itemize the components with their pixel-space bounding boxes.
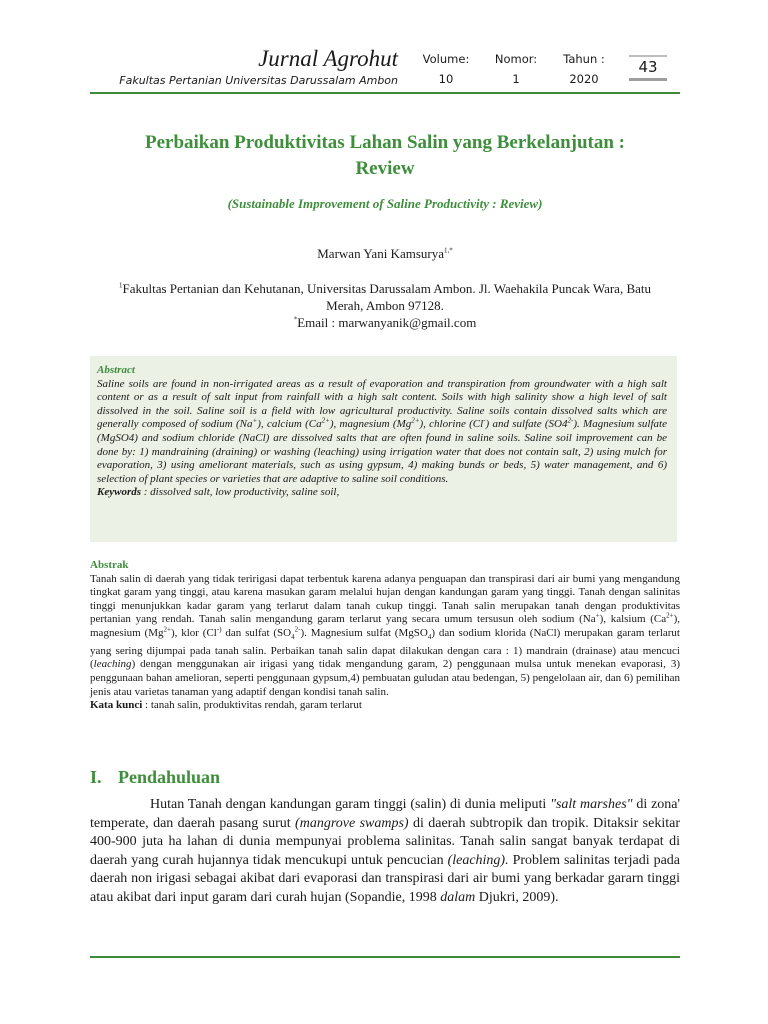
intro-italic: (mangrove swamps) <box>295 815 409 831</box>
email-superscript: * <box>293 315 298 324</box>
affiliation-line-1 <box>90 280 680 297</box>
abstrak-sub: 4 <box>291 633 295 642</box>
footer-divider <box>90 956 680 958</box>
intro-paragraph <box>90 796 680 908</box>
author-name: Marwan Yani Kamsurya <box>317 246 444 261</box>
abstrak-sup: 2+ <box>666 611 674 620</box>
abstrak-text-part: ), klor (Cl <box>170 626 217 639</box>
tahun-block <box>552 49 616 89</box>
abstrak-text-part: ), magnesium (Mg <box>90 613 680 639</box>
abstrak-text <box>90 573 680 698</box>
abstrak-section <box>90 559 680 713</box>
nomor-label: Nomor: <box>494 52 538 66</box>
keywords-label: Keywords <box>97 486 141 499</box>
abstract-sup: 2+ <box>321 416 330 425</box>
abstrak-sub: 4 <box>427 633 432 642</box>
email-text: Email : marwanyanik@gmail.com <box>297 315 477 330</box>
abstract-text-part: ) and sulfate (SO4 <box>485 418 568 431</box>
article-title <box>90 130 680 182</box>
abstrak-heading: Abstrak <box>90 559 129 571</box>
tahun-value: 2020 <box>569 72 599 86</box>
abstrak-sup: 2+ <box>163 625 171 634</box>
abstract-sup: - <box>483 416 486 425</box>
abstrak-sup: -) <box>216 625 222 634</box>
article-subtitle: (Sustainable Improvement of Saline Productivity : Review) <box>227 196 543 211</box>
abstract-text-part: ), chlorine (Cl <box>419 418 484 431</box>
affiliation-superscript: 1 <box>119 281 123 290</box>
section-title-text: Pendahuluan <box>118 767 221 787</box>
volume-value: 10 <box>438 72 454 86</box>
intro-text-part: Djukri, 2009). <box>475 889 559 905</box>
journal-name: Jurnal Agrohut <box>258 46 398 71</box>
header-divider <box>90 92 680 94</box>
abstract-heading: Abstract <box>97 364 135 376</box>
kata-kunci-text: : tanah salin, produktivitas rendah, garam terlarut <box>142 699 362 712</box>
page-number: 43 <box>629 58 667 76</box>
intro-italic: "salt marshes" <box>550 797 633 812</box>
journal-faculty: Fakultas Pertanian Universitas Darussalam Ambon <box>119 74 398 87</box>
abstract-text-part: ). Magnesium sulfate (MgSO4) and sodium chloride (NaCl) are dissolved salts that are often found in saline soils. Saline soil improvement can be done by: 1) mandraining (draining) or washing (leaching) using irrigation water that does not contain salt, 2) using mulch for evaporation, 3) using ameliorant materials, such as using gypsum, 4) making bunds or beds, 5) water management, and 6) selection of plant species or varieties that are adaptive to saline soil conditions. <box>97 418 667 485</box>
section-number: I. <box>90 767 102 787</box>
volume-block <box>417 49 475 89</box>
abstrak-sup: + <box>595 611 600 620</box>
intro-text-part: di daerah subtropik dan tropik. Ditaksir sekitar 400-900 juta ha lahan di dunia mempunyai problema salinitas. Tanah salin sangat banyak terdapat di daerah yang curah hujannya tidak mencukupi untuk pencucian <box>90 815 680 868</box>
abstract-text <box>97 378 667 485</box>
affiliation-text-1: Fakultas Pertanian dan Kehutanan, Universitas Darussalam Ambon. Jl. Waehakila Puncak Wara, Batu <box>122 281 651 296</box>
nomor-value: 1 <box>512 72 520 86</box>
abstrak-text-part: ) dan sodium klorida (NaCl) merupakan garam terlarut yang sering dijumpai pada tanah salin. Perbaikan tanah salin dapat dilakukan dengan cara : 1) mandrain (drainase) atau mencuci ( <box>90 626 680 671</box>
nomor-block <box>487 49 545 89</box>
tahun-label: Tahun : <box>563 52 605 66</box>
title-line-2: Review <box>355 158 415 179</box>
title-line-1: Perbaikan Produktivitas Lahan Salin yang Berkelanjutan : <box>144 132 626 153</box>
abstrak-italic: leaching <box>93 658 132 671</box>
kata-kunci-label: Kata kunci <box>90 699 143 712</box>
journal-header <box>90 44 680 94</box>
abstrak-sup: 2- <box>294 625 301 634</box>
abstrak-text-part: Tanah salin di daerah yang tidak teririgasi dapat terbentuk karena adanya penguapan dan transpirasi dari air bumi yang mengandung tingkat garam yang tinggi, atau karena masukan garam melalui hujan dengan kandungan garam yang tinggi. Tanah dengan salinitas tinggi menunjukkan kadar garam yang terlarut dalam tanah cukup tinggi. Tanah salin merupakan tanah dengan produktivitas pertanian yang rendah. Tanah salin mengandung garam terlarut yang secara umum tersusun oleh sodium (Na <box>90 572 680 626</box>
intro-text-part: di zona' temperate, dan daerah pasang surut <box>90 797 681 831</box>
author-line <box>90 246 680 262</box>
abstrak-text-part: ), kalsium (Ca <box>599 613 667 626</box>
volume-label: Volume: <box>422 52 470 66</box>
section-heading <box>90 767 220 788</box>
affiliation <box>90 280 680 331</box>
abstract-sup: 2- <box>567 416 574 425</box>
author-superscript: 1,* <box>443 246 453 255</box>
intro-text-part: Hutan Tanah dengan kandungan garam tinggi (salin) di dunia meliputi <box>150 797 551 812</box>
abstract-box <box>90 356 677 542</box>
abstrak-text-part: ). Magnesium sulfat (MgSO <box>300 626 428 639</box>
keywords-text: : dissolved salt, low productivity, saline soil, <box>141 486 340 499</box>
abstract-sup: + <box>252 416 258 425</box>
abstract-text-part: Saline soils are found in non-irrigated areas as a result of evaporation and transpiration from groundwater with a high salt content or as a result of salt input from rainfall with a high salt content. Soils with high salinity show a high level of salt dissolved in the soil. Saline soil is a field with low agricultural productivity. Saline soils contain dissolved salts which are generally composed of sodium (Na <box>97 377 667 431</box>
abstrak-text-part: dan sulfat (SO <box>221 626 292 639</box>
email-line <box>90 314 680 331</box>
abstract-text-part: ), calcium (Ca <box>257 418 322 431</box>
intro-italic: dalam <box>440 889 476 905</box>
abstract-text-part: ), magnesium (Mg <box>329 418 412 431</box>
abstrak-text-part: ) dengan menggunakan air irigasi yang tidak mengandung garam, 2) penggunaan mulsa untuk menekan evaporasi, 3) penggunaan bahan amelioran, seperti penggunaan gypsum,4) pembuatan guludan atau bedengan, 5) pengelolaan air, dan 6) pemilihan jenis atau varietas tanaman yang adaptif dengan kondisi tanah salin. <box>90 658 680 698</box>
abstract-sup: 2+ <box>411 416 420 425</box>
intro-italic: (leaching). <box>447 852 509 868</box>
intro-text-part: Problem salinitas terjadi pada daerah non irigasi sebagai akibat dari evaporasi dan transpirasi dari air bumi yang berkadar gararn tinggi atau akibat dari input garam dari curah hujan (Sopandie, 1998 <box>90 852 681 905</box>
affiliation-line-2: Merah, Ambon 97128. <box>326 298 444 313</box>
